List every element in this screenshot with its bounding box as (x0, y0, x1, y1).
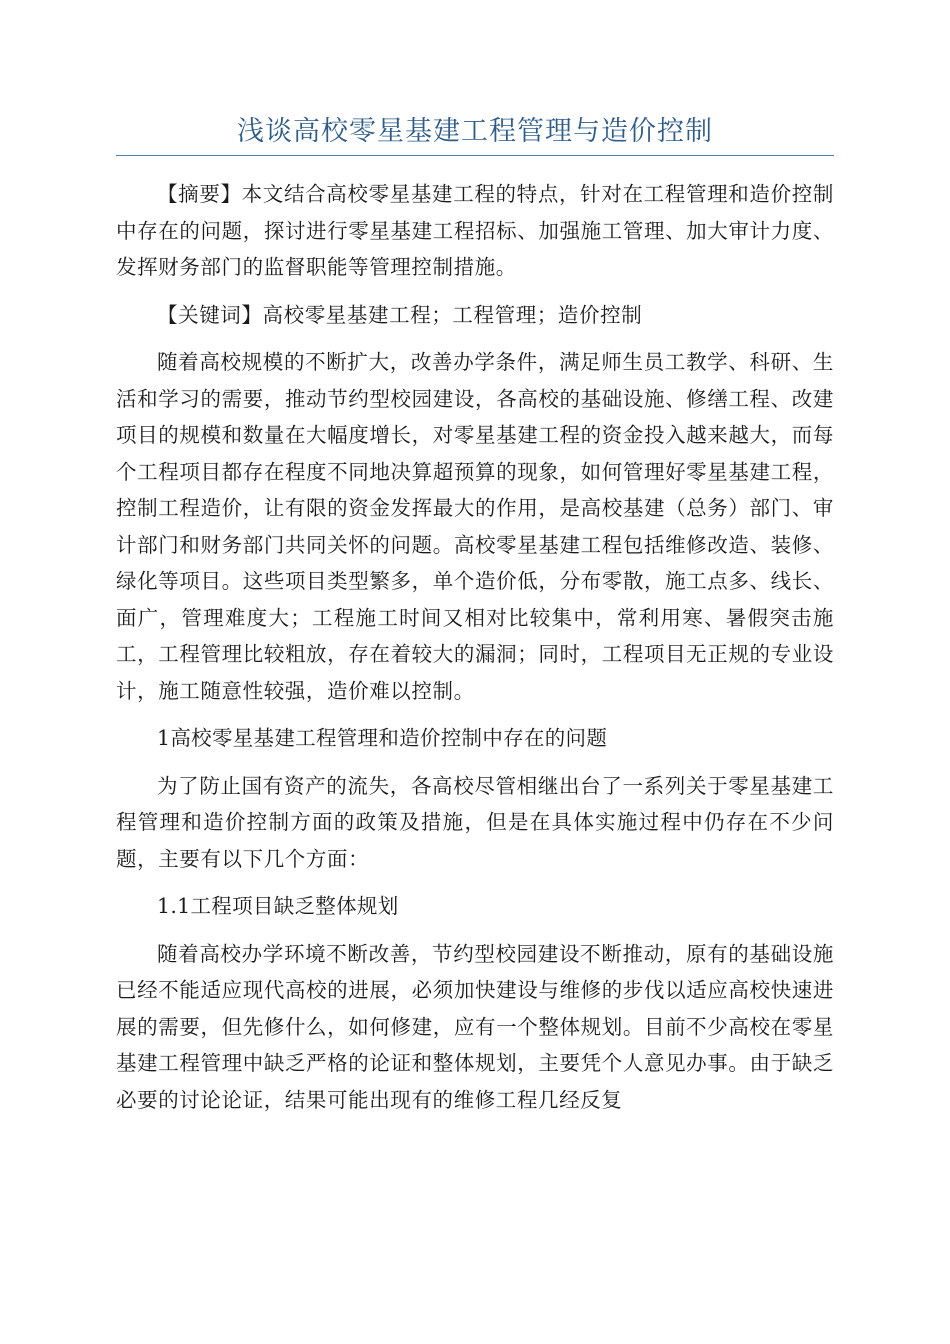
subsection-heading: 1.1工程项目缺乏整体规划 (157, 894, 399, 918)
abstract-paragraph: 【摘要】本文结合高校零星基建工程的特点，针对在工程管理和造价控制中存在的问题，探讨进行零星基建工程招标、加强施工管理、加大审计力度、发挥财务部门的监督职能等管理控制措施。 (116, 182, 834, 279)
section-heading: 1高校零星基建工程管理和造价控制中存在的问题 (157, 726, 608, 750)
body-paragraph: 随着高校规模的不断扩大，改善办学条件，满足师生员工教学、科研、生活和学习的需要，推动节约型校园建设，各高校的基础设施、修缮工程、改建项目的规模和数量在大幅度增长，对零星基建工程的资金投入越来越大，而每个工程项目都存在程度不同地决算超预算的现象，如何管理好零星基建工程，控制工程造价，让有限的资金发挥最大的作用，是高校基建（总务）部门、审计部门和财务部门共同关怀的问题。高校零星基建工程包括维修改造、装修、绿化等项目。这些项目类型繁多，单个造价低，分布零散，施工点多、线长、面广，管理难度大；工程施工时间又相对比较集中，常利用寒、暑假突击施工，工程管理比较粗放，存在着较大的漏洞；同时，工程项目无正规的专业设计，施工随意性较强，造价难以控制。 (116, 350, 834, 703)
body-paragraph: 随着高校办学环境不断改善，节约型校园建设不断推动，原有的基础设施已经不能适应现代高校的进展，必须加快建设与维修的步伐以适应高校快速进展的需要，但先修什么，如何修建，应有一个整体规划。目前不少高校在零星基建工程管理中缺乏严格的论证和整体规划，主要凭个人意见办事。由于缺乏必要的讨论论证，结果可能出现有的维修工程几经反复 (116, 941, 834, 1112)
document-title: 浅谈高校零星基建工程管理与造价控制 (237, 116, 713, 147)
body-paragraph: 为了防止国有资产的流失，各高校尽管相继出台了一系列关于零星基建工程管理和造价控制方面的政策及措施，但是在具体实施过程中仍存在不少问题，主要有以下几个方面： (116, 773, 834, 871)
keywords-paragraph: 【关键词】高校零星基建工程；工程管理；造价控制 (157, 302, 643, 327)
title-underline (116, 155, 834, 156)
document-body (116, 176, 834, 1129)
